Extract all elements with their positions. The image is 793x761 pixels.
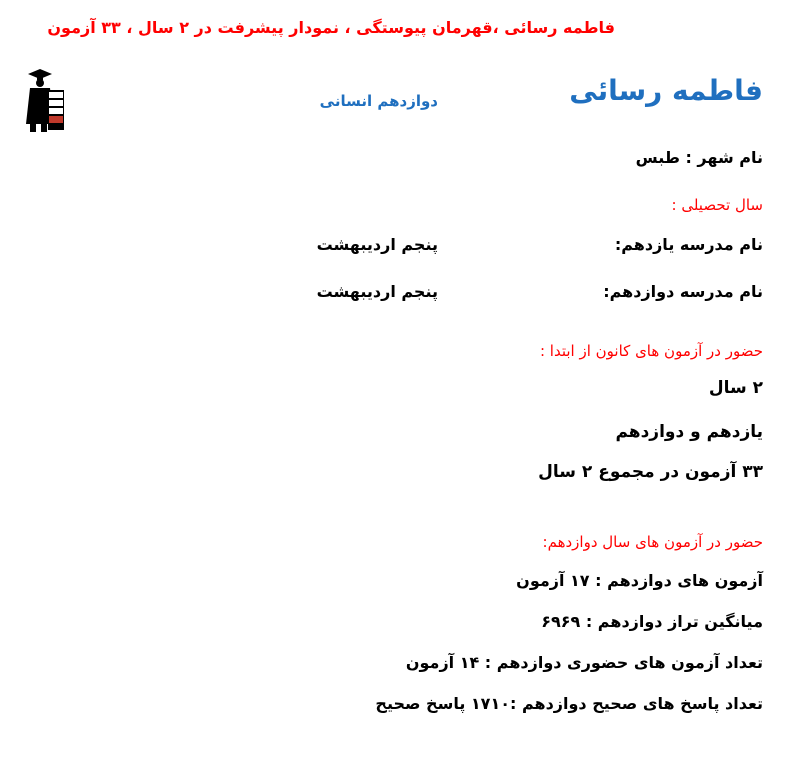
school-11-label: نام مدرسه یازدهم: xyxy=(614,235,763,254)
school-11-value: پنجم اردیبهشت xyxy=(316,235,438,254)
school-12-value: پنجم اردیبهشت xyxy=(316,282,438,301)
city-line: نام شهر : طبس xyxy=(635,148,763,167)
avg-taraz-line: میانگین تراز دوازدهم : ۶۹۶۹ xyxy=(541,612,763,631)
in-person-exams-line: تعداد آزمون های حضوری دوازدهم : ۱۴ آزمون xyxy=(405,653,763,672)
correct-answers-line: تعداد پاسخ های صحیح دوازدهم :۱۷۱۰ پاسخ صحیح xyxy=(375,694,763,713)
graduate-figure-icon xyxy=(24,66,66,134)
student-name: فاطمه رسائی xyxy=(569,74,763,107)
academic-year-label: سال تحصیلی : xyxy=(671,196,763,214)
exams-12-line: آزمون های دوازدهم : ۱۷ آزمون xyxy=(516,571,763,590)
student-grade: دوازدهم انسانی xyxy=(319,92,438,110)
attendance-total: ۳۳ آزمون در مجموع ۲ سال xyxy=(538,462,763,482)
attendance-12-label: حضور در آزمون های سال دوازدهم: xyxy=(542,533,763,551)
attendance-all-label: حضور در آزمون های کانون از ابتدا : xyxy=(539,342,763,360)
page-header-title: فاطمه رسائی ،قهرمان پیوستگی ، نمودار پیشرفت در ۲ سال ، ۳۳ آزمون xyxy=(47,18,615,37)
kanoon-logo xyxy=(24,66,66,134)
attendance-grades: یازدهم و دوازدهم xyxy=(615,422,763,442)
attendance-years: ۲ سال xyxy=(708,378,763,398)
school-12-label: نام مدرسه دوازدهم: xyxy=(603,282,763,301)
